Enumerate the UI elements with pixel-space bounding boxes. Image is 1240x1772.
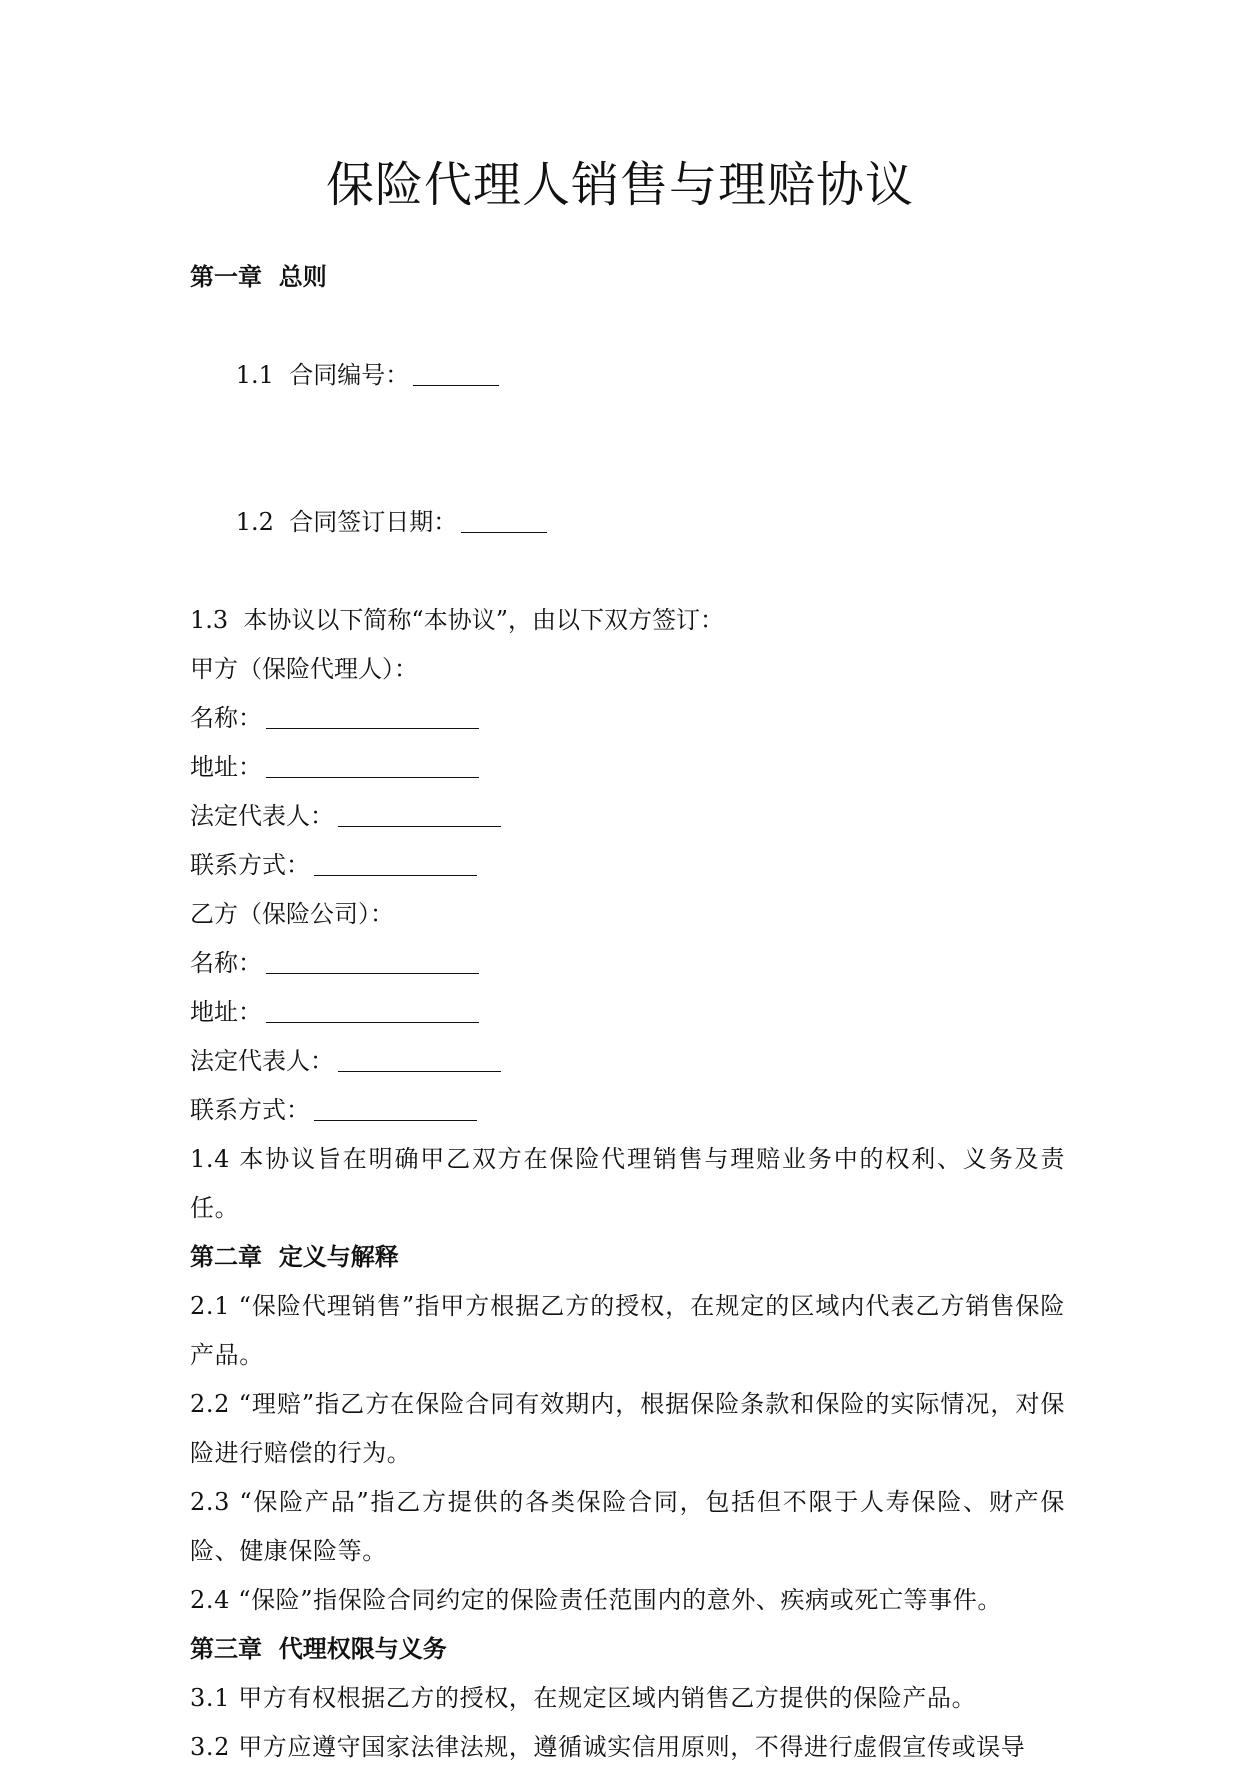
field-label: 地址： xyxy=(190,998,262,1026)
party-a-contact-blank[interactable] xyxy=(314,851,477,876)
party-a-heading: 甲方（保险代理人）： xyxy=(190,655,418,683)
clause-1-2 xyxy=(190,449,1065,596)
party-b-name xyxy=(190,939,1065,988)
party-b-legal-rep-blank[interactable] xyxy=(338,1047,501,1072)
party-a-legal-rep-blank[interactable] xyxy=(338,802,501,827)
field-label: 地址： xyxy=(190,753,262,781)
clause-2-3: 2.3 “保险产品”指乙方提供的各类保险合同，包括但不限于人寿保险、财产保险、健康保险等。 xyxy=(190,1488,1065,1565)
party-a-address xyxy=(190,743,1065,792)
clause-1-4: 1.4 本协议旨在明确甲乙双方在保险代理销售与理赔业务中的权利、义务及责任。 xyxy=(190,1145,1065,1222)
chapter-1-heading: 第一章 总则 xyxy=(190,263,327,291)
party-b-contact xyxy=(190,1086,1065,1135)
party-a-name-blank[interactable] xyxy=(266,704,479,729)
party-b-heading: 乙方（保险公司）： xyxy=(190,900,394,928)
party-b-address-blank[interactable] xyxy=(266,998,479,1023)
party-b-address xyxy=(190,988,1065,1037)
field-label: 法定代表人： xyxy=(190,802,334,830)
field-label: 名称： xyxy=(190,949,262,977)
party-a-contact xyxy=(190,841,1065,890)
party-b-name-blank[interactable] xyxy=(266,949,479,974)
clause-2-1: 2.1 “保险代理销售”指甲方根据乙方的授权，在规定的区域内代表乙方销售保险产品。 xyxy=(190,1292,1065,1369)
chapter-3-heading: 第三章 代理权限与义务 xyxy=(190,1635,447,1663)
chapter-2-heading: 第二章 定义与解释 xyxy=(190,1243,399,1271)
clause-number: 1.1 xyxy=(235,361,274,389)
field-label: 名称： xyxy=(190,704,262,732)
contract-number-blank[interactable] xyxy=(413,361,499,386)
party-a-legal-rep xyxy=(190,792,1065,841)
clause-label: 合同签订日期： xyxy=(289,508,458,536)
clause-2-4: 2.4 “保险”指保险合同约定的保险责任范围内的意外、疾病或死亡等事件。 xyxy=(190,1586,1002,1614)
clause-number: 1.2 xyxy=(235,508,274,536)
party-a-address-blank[interactable] xyxy=(266,753,479,778)
clause-3-1: 3.1 甲方有权根据乙方的授权，在规定区域内销售乙方提供的保险产品。 xyxy=(190,1684,977,1712)
party-b-legal-rep xyxy=(190,1037,1065,1086)
document-title: 保险代理人销售与理赔协议 xyxy=(325,157,914,213)
field-label: 联系方式： xyxy=(190,851,310,879)
party-a-name xyxy=(190,694,1065,743)
clause-3-2: 3.2 甲方应遵守国家法律法规，遵循诚实信用原则，不得进行虚假宣传或误导 xyxy=(190,1733,1026,1761)
document-body xyxy=(190,253,1065,1772)
clause-label: 合同编号： xyxy=(289,361,410,389)
clause-1-1 xyxy=(190,302,1065,449)
field-label: 联系方式： xyxy=(190,1096,310,1124)
clause-2-2: 2.2 “理赔”指乙方在保险合同有效期内，根据保险条款和保险的实际情况，对保险进行赔偿的行为。 xyxy=(190,1390,1065,1467)
clause-1-3: 1.3 本协议以下简称“本协议”，由以下双方签订： xyxy=(190,606,724,634)
field-label: 法定代表人： xyxy=(190,1047,334,1075)
party-b-contact-blank[interactable] xyxy=(314,1096,477,1121)
signing-date-blank[interactable] xyxy=(461,508,547,533)
